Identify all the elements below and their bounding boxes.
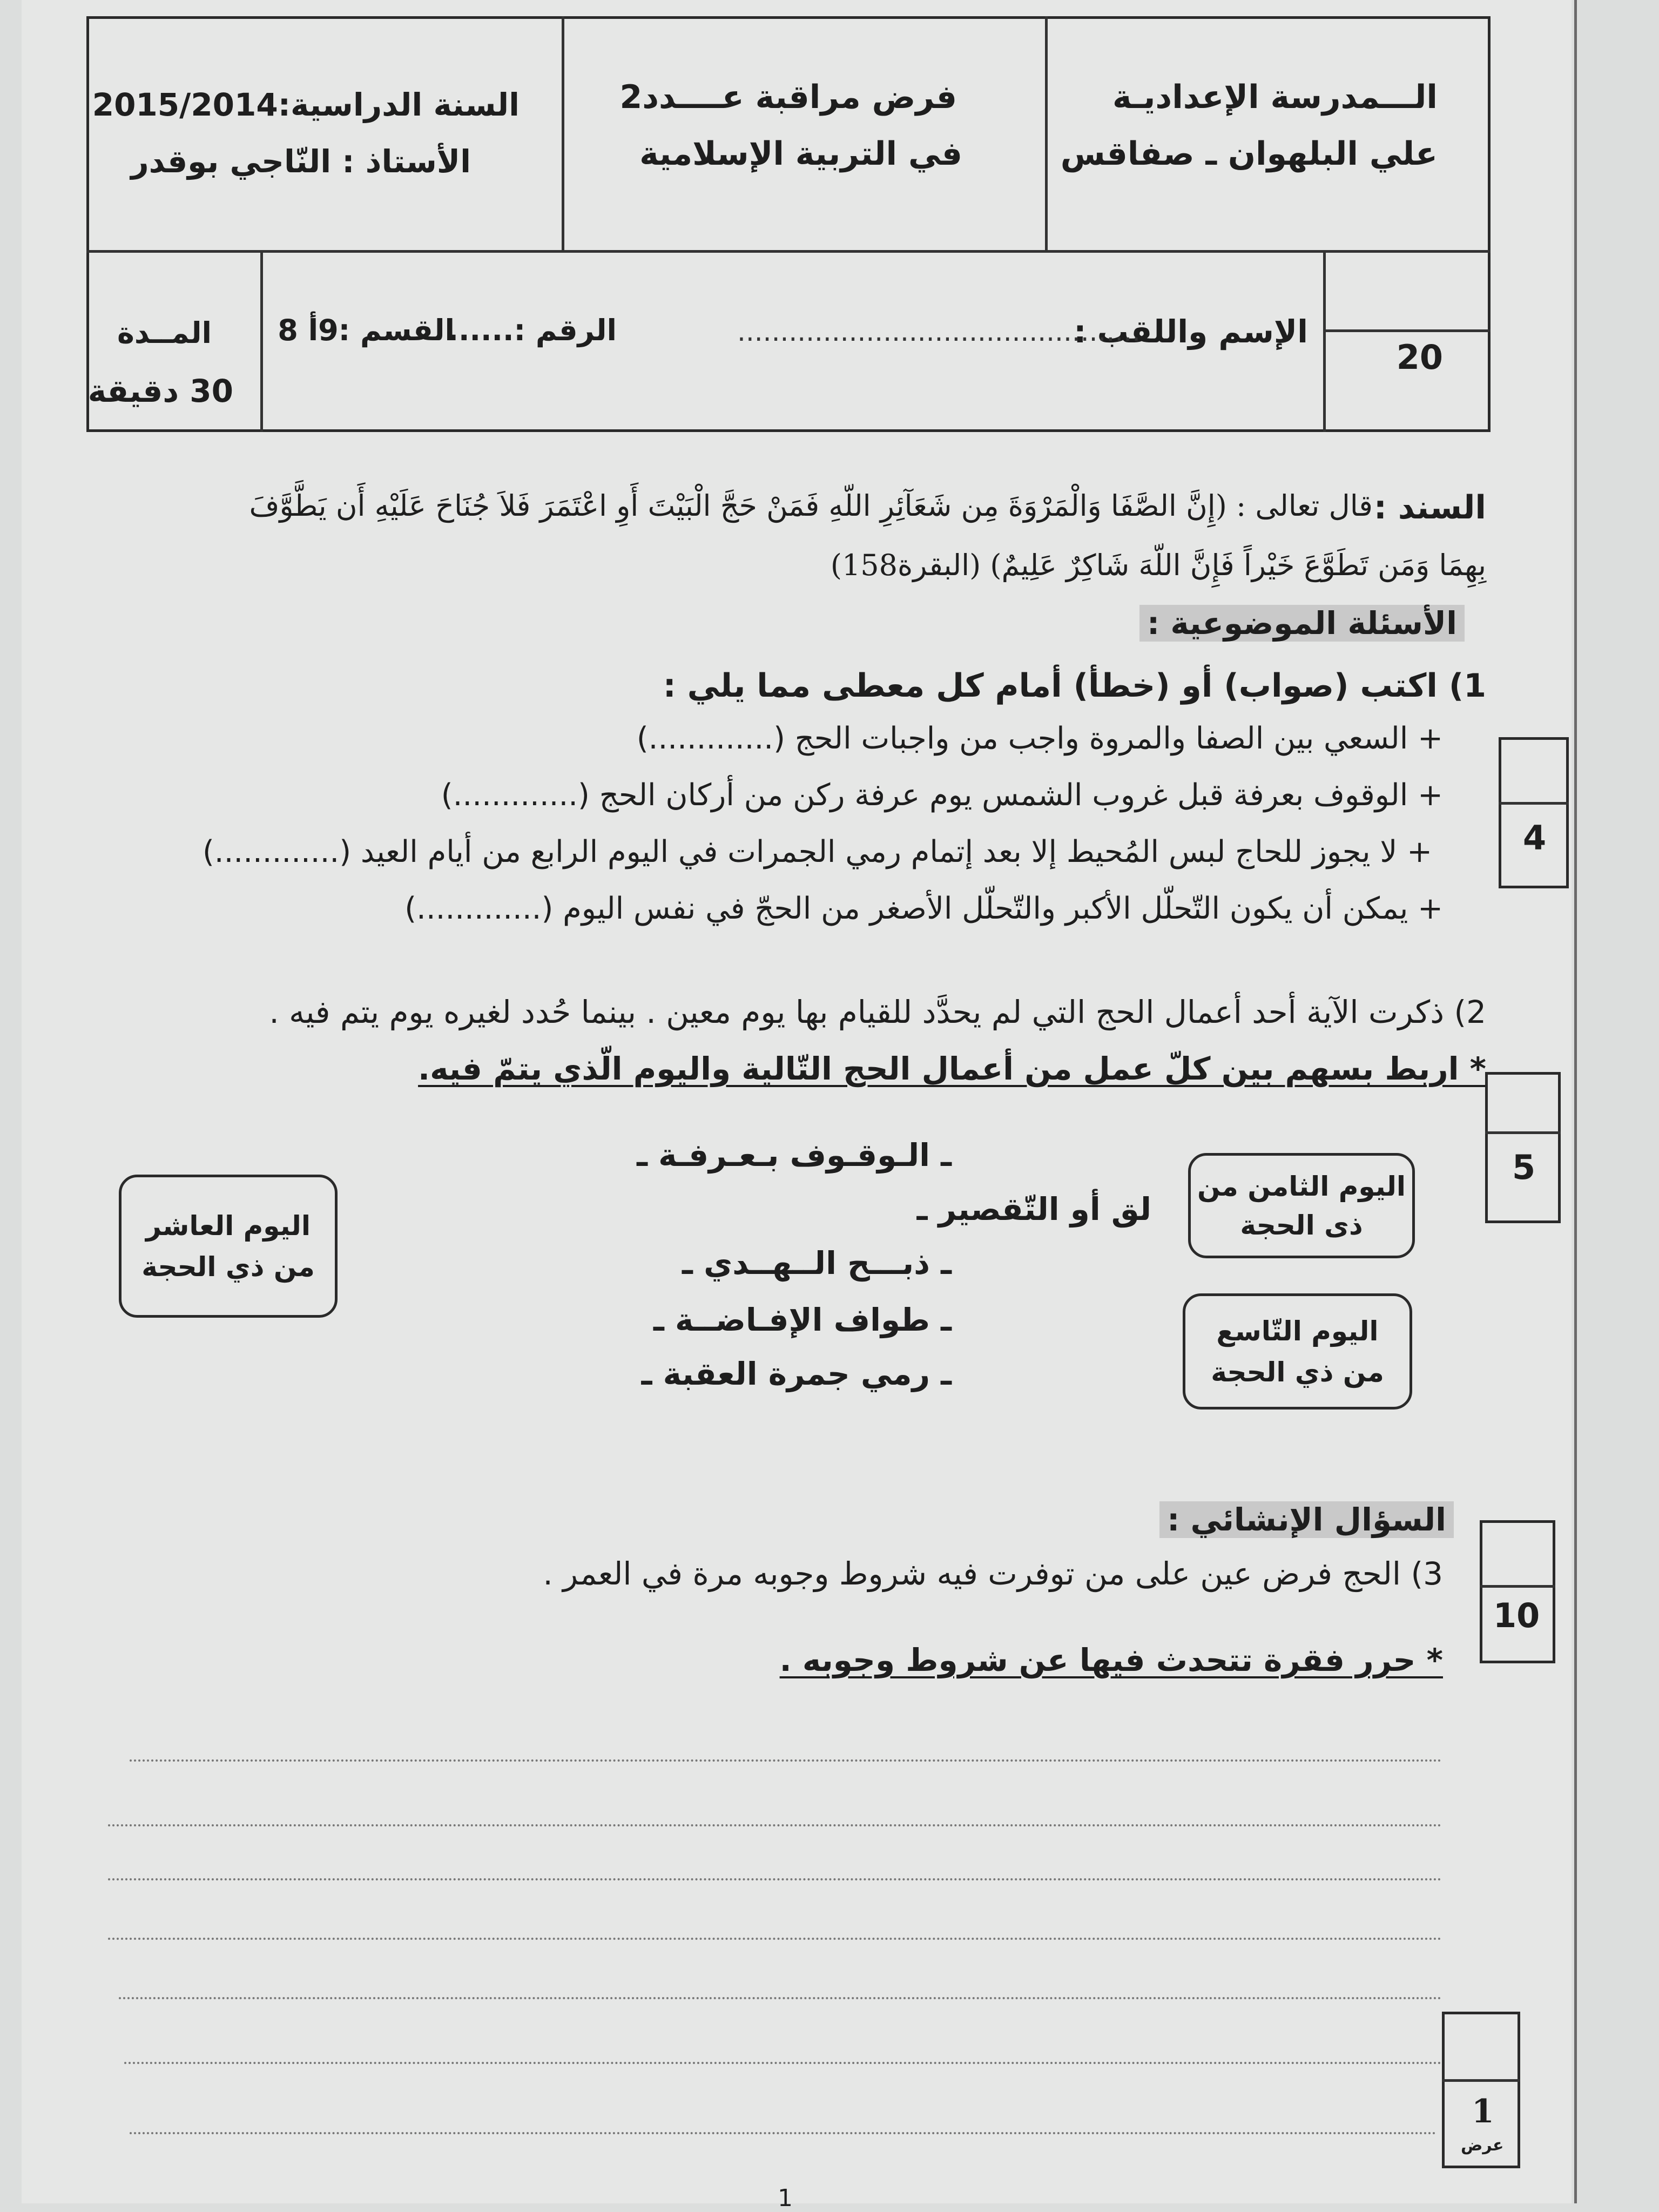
q2-day-8-line2: ذى الحجة <box>1240 1209 1363 1241</box>
name-label: الإسم واللقب : <box>1074 313 1308 350</box>
q2-act-arafat: ـ الـوقـوف بـعـرفـة ـ <box>637 1137 952 1174</box>
q2-day-9-line2: من ذي الحجة <box>1211 1356 1384 1388</box>
q1-score-divider <box>1499 802 1569 805</box>
number-field[interactable]: الرقم :...... <box>447 313 617 347</box>
exam-title: فرض مراقبة عــــدد2 <box>619 78 957 116</box>
q2-act-sacrifice: ـ ذبـــح الــهــدي ـ <box>682 1245 952 1282</box>
answer-line-3[interactable] <box>108 1878 1442 1880</box>
q2-act-ifadah: ـ طواف الإفـاضــة ـ <box>653 1301 952 1338</box>
exam-subject: في التربية الإسلامية <box>639 135 962 173</box>
header-divider-4 <box>1323 250 1326 432</box>
q1-title: 1) اكتب (صواب) أو (خطأ) أمام كل معطى مما يلي : <box>663 667 1486 705</box>
name-field[interactable]: ............................................... <box>737 316 1141 347</box>
header-divider-1 <box>562 16 564 250</box>
q1-score: 4 <box>1523 818 1547 858</box>
source-label: السند : <box>1373 489 1486 527</box>
answer-line-1[interactable] <box>130 1759 1442 1762</box>
q2-score: 5 <box>1512 1148 1536 1187</box>
q1-score-box <box>1499 737 1569 888</box>
q1-item-4: + يمكن أن يكون التّحلّل الأكبر والتّحلّل الأصغر من الحجّ في نفس اليوم (.............) <box>404 891 1443 926</box>
q2-day-10-line2: من ذي الحجة <box>141 1251 315 1283</box>
header-divider-3 <box>260 250 263 432</box>
answer-line-6[interactable] <box>124 2062 1442 2064</box>
q3-instruction: * حرر فقرة تتحدث فيها عن شروط وجوبه . <box>779 1642 1443 1678</box>
q2-day-9-line1: اليوم التّاسع <box>1216 1315 1379 1347</box>
score-cell-divider <box>1323 329 1491 332</box>
total-score: 20 <box>1396 338 1443 377</box>
q2-day-10-line1: اليوم العاشر <box>146 1210 311 1242</box>
presentation-score-label: عرض <box>1461 2136 1504 2155</box>
q2-act-aqabah: ـ رمي جمرة العقبة ـ <box>641 1355 952 1392</box>
q1-item-3: + لا يجوز للحاج لبس المُحيط إلا بعد إتمام رمي الجمرات في اليوم الرابع من أيام العيد (.............) <box>202 834 1432 869</box>
answer-line-4[interactable] <box>108 1938 1442 1940</box>
duration-label: المــدة <box>117 316 212 350</box>
answer-line-2[interactable] <box>108 1824 1442 1826</box>
duration-value: 30 دقيقة <box>87 373 233 409</box>
q1-item-1: + السعي بين الصفا والمروة واجب من واجبات الحج (.............) <box>636 721 1443 756</box>
header-divider-horizontal <box>86 250 1491 253</box>
q2-day-9[interactable] <box>1183 1293 1412 1410</box>
presentation-score-divider <box>1442 2079 1520 2082</box>
q2-act-shaving: لق أو التّقصير ـ <box>916 1191 1151 1228</box>
q2-day-10[interactable] <box>119 1175 338 1318</box>
teacher-name: الأستاذ : النّاجي بوقدر <box>131 143 471 180</box>
school-city: علي البلهوان ـ صفاقس <box>1060 135 1438 173</box>
source-verse-line1: قال تعالى : (إِنَّ الصَّفَا وَالْمَرْوَةَ مِن شَعَآئِرِ اللّهِ فَمَنْ حَجَّ الْبَيْتَ أَوِ اعْتَمَرَ فَلاَ جُنَاحَ عَلَيْهِ أَن يَطَّوَّفَ <box>249 489 1373 523</box>
q3-score-box <box>1480 1520 1555 1663</box>
q2-day-8[interactable] <box>1188 1153 1415 1258</box>
essay-question-heading: السؤال الإنشائي : <box>1159 1501 1454 1538</box>
q1-item-2: + الوقوف بعرفة قبل غروب الشمس يوم عرفة ركن من أركان الحج (.............) <box>441 778 1443 813</box>
q2-intro: 2) ذكرت الآية أحد أعمال الحج التي لم يحدَّد للقيام بها يوم معين . بينما حُدد لغيره يوم يتم فيه . <box>269 994 1486 1030</box>
q3-score: 10 <box>1493 1596 1540 1635</box>
page-number: 1 <box>778 2184 793 2212</box>
presentation-score: 1 <box>1472 2093 1494 2130</box>
q3-intro: 3) الحج فرض عين على من توفرت فيه شروط وجوبه مرة في العمر . <box>543 1555 1443 1592</box>
q2-score-divider <box>1485 1131 1561 1134</box>
class-field: القسم :9أ 8 <box>278 313 455 347</box>
answer-line-5[interactable] <box>119 1997 1442 1999</box>
q2-day-8-line1: اليوم الثامن من <box>1197 1170 1406 1202</box>
source-verse-line2: بِهِمَا وَمَن تَطَوَّعَ خَيْراً فَإِنَّ اللّهَ شَاكِرٌ عَلِيمٌ) (البقرة158) <box>830 548 1486 582</box>
objective-questions-heading: الأسئلة الموضوعية : <box>1139 605 1465 642</box>
q2-instruction: * اربط بسهم بين كلّ عمل من أعمال الحج التّالية واليوم الّذي يتمّ فيه. <box>418 1050 1486 1087</box>
answer-line-7[interactable] <box>130 2132 1437 2134</box>
school-name: الـــمدرسة الإعداديـة <box>1112 78 1438 116</box>
school-year: السنة الدراسية:2015/2014 <box>92 86 520 123</box>
page-edge <box>1574 0 1577 2203</box>
header-divider-2 <box>1045 16 1048 250</box>
q3-score-divider <box>1480 1585 1555 1588</box>
